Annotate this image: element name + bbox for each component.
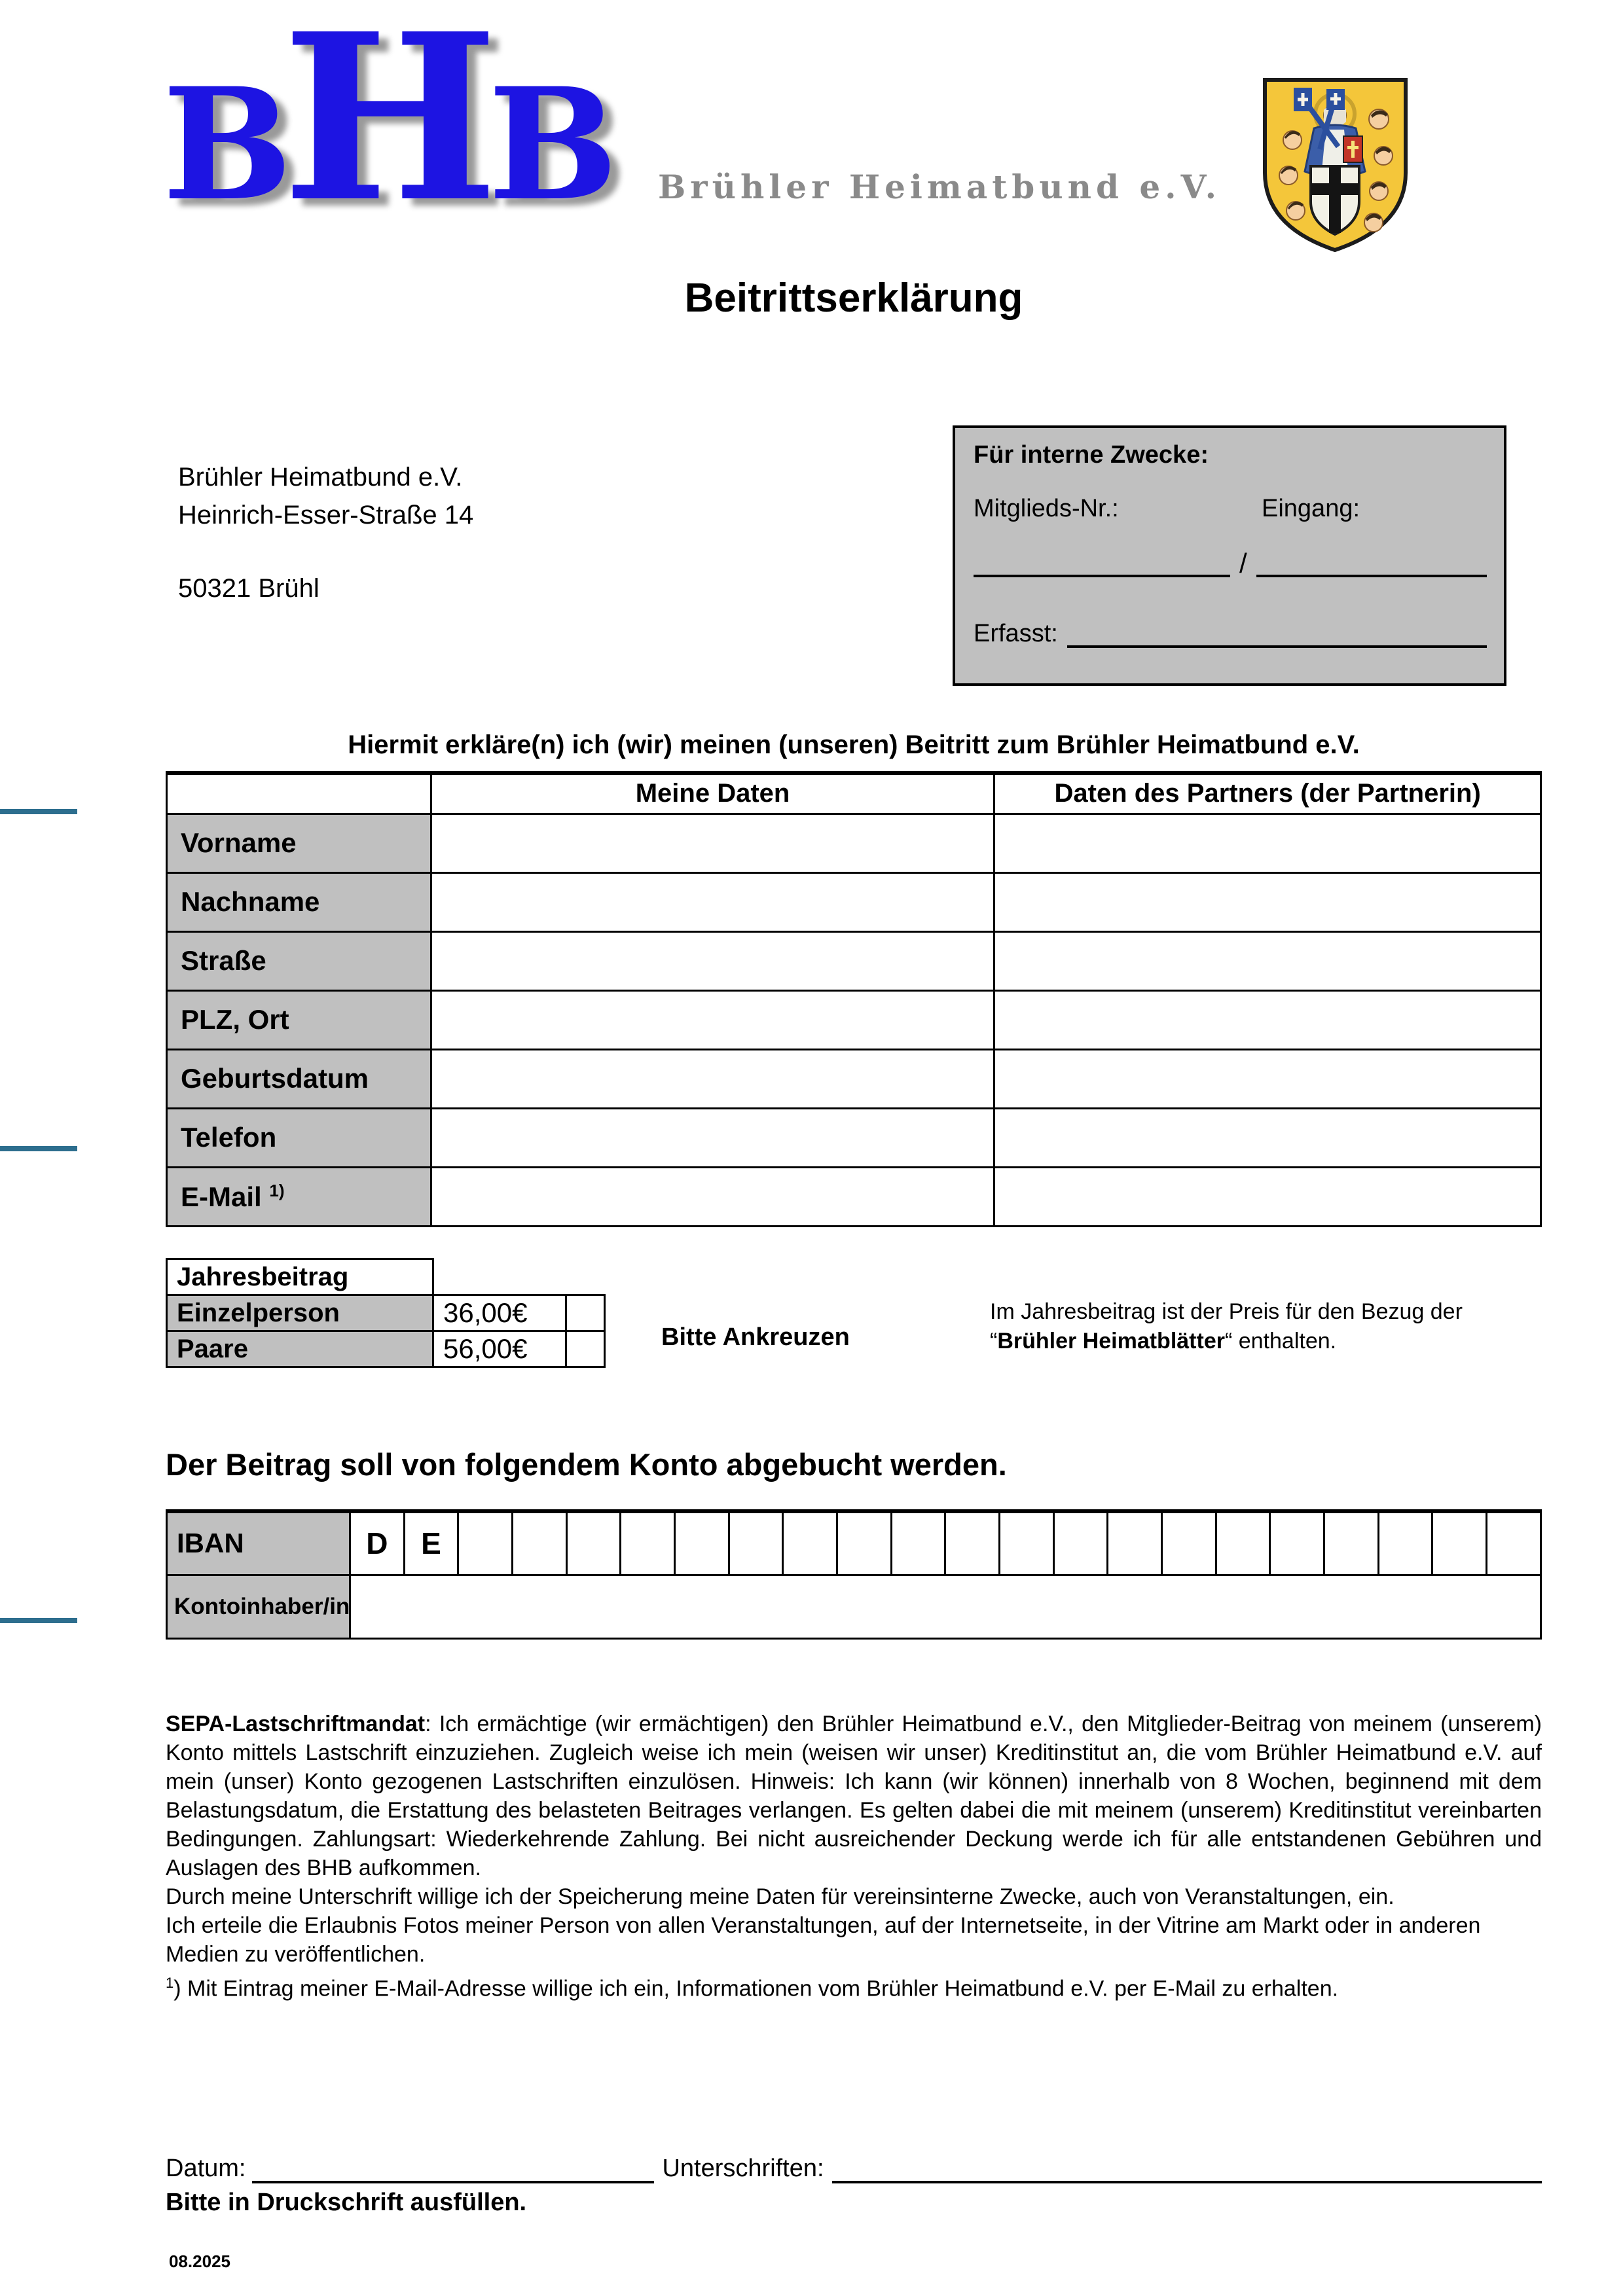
iban-char-cell[interactable] xyxy=(837,1511,892,1575)
page-title: Beitrittserklärung xyxy=(684,276,1023,321)
email-footnote-text: $^1$) Mit Eintrag meiner E-Mail-Adresse willige ich ein, Informationen vom Brühler Heimatbund e.V. per E-Mail zu erhalten. xyxy=(166,1975,1339,2001)
table-row xyxy=(167,814,1541,872)
iban-char-cell[interactable] xyxy=(458,1511,513,1575)
iban-char-cell[interactable] xyxy=(1324,1511,1379,1575)
column-header-partner: Daten des Partners (der Partnerin) xyxy=(994,773,1541,814)
recorded-blank[interactable] xyxy=(1067,617,1487,648)
entry-label: Eingang: xyxy=(1262,495,1360,522)
fee-amount-einzelperson: 36,00€ xyxy=(432,1294,567,1332)
iban-char-cell[interactable] xyxy=(945,1511,1000,1575)
table-row xyxy=(167,931,1541,990)
iban-char-cell[interactable] xyxy=(1108,1511,1162,1575)
signatures-label: Unterschriften: xyxy=(662,2155,824,2183)
iban-char-cell[interactable]: E xyxy=(404,1511,458,1575)
strasse-input-mine[interactable] xyxy=(431,931,994,990)
plz-ort-input-mine[interactable] xyxy=(431,990,994,1049)
signatures-blank[interactable] xyxy=(832,2155,1542,2183)
bhb-logo xyxy=(162,0,608,253)
email-input-partner[interactable] xyxy=(994,1167,1541,1226)
vorname-input-mine[interactable] xyxy=(431,814,994,872)
iban-char-cell[interactable] xyxy=(1432,1511,1487,1575)
fee-table-header: Jahresbeitrag xyxy=(166,1258,434,1296)
iban-char-cell[interactable] xyxy=(1216,1511,1270,1575)
fold-mark xyxy=(0,809,77,814)
account-holder-input-cell[interactable] xyxy=(350,1575,1541,1638)
member-no-blank[interactable] xyxy=(974,543,1230,577)
iban-table xyxy=(166,1509,1542,1640)
table-row xyxy=(167,1108,1541,1167)
sender-line: Heinrich-Esser-Straße 14 xyxy=(178,501,474,529)
fee-label-paare: Paare xyxy=(166,1330,434,1368)
member-no-label: Mitglieds-Nr.: xyxy=(974,495,1119,522)
iban-char-cell[interactable] xyxy=(621,1511,675,1575)
fee-label-einzelperson: Einzelperson xyxy=(166,1294,434,1332)
date-label: Datum: xyxy=(166,2155,246,2183)
row-label-plz-ort: PLZ, Ort xyxy=(167,990,431,1049)
internal-box-title: Für interne Zwecke: xyxy=(974,441,1209,469)
iban-char-cell[interactable] xyxy=(566,1511,621,1575)
sepa-mandate-text xyxy=(166,1710,1542,2003)
row-label-telefon: Telefon xyxy=(167,1108,431,1167)
vorname-input-partner[interactable] xyxy=(994,814,1541,872)
table-row xyxy=(167,872,1541,931)
entry-blank[interactable] xyxy=(1256,543,1487,577)
table-row xyxy=(167,990,1541,1049)
logo-letter: B xyxy=(488,54,608,235)
sepa-paragraph: SEPA-Lastschriftmandat: Ich ermächtige (wir ermächtigen) den Brühler Heimatbund e.V., den Mitglieder-Beitrag von meinem (unserem) Konto mittels Lastschrift einzuziehen. Zugleich weise ich mein (weisen wir unser) Kreditinstitut an, die vom Brühler Heimatbund e.V. auf mein (unser) Konto gezogenen Lastschriften einzulösen. Hinweis: Ich kann (wir können) innerhalb von 8 Wochen, beginnend mit dem Belastungsdatum, die Erstattung des belasteten Beitrages verlangen. Es gelten dabei die mit meinem (unserem) Kreditinstitut vereinbarten Bedingungen. Zahlungsart: Wiederkehrende Zahlung. Bei nicht ausreichender Deckung werde ich für alle entstandenen Gebühren und Auslagen des BHB aufkommen. xyxy=(166,1712,1542,1880)
iban-char-cell[interactable] xyxy=(513,1511,567,1575)
row-label-email: E-Mail $^{1)}$ xyxy=(167,1167,431,1226)
account-holder-label: Kontoinhaber/in xyxy=(167,1575,350,1638)
logo-subtitle: Brühler Heimatbund e.V. xyxy=(658,168,1222,206)
iban-char-cell[interactable] xyxy=(1270,1511,1324,1575)
logo-letter: B xyxy=(162,54,282,235)
row-label-geburtsdatum: Geburtsdatum xyxy=(167,1049,431,1108)
iban-char-cell[interactable] xyxy=(1000,1511,1054,1575)
consent-photos-text: Ich erteile die Erlaubnis Fotos meiner Person von allen Veranstaltungen, auf der Internetseite, in der Vitrine am Markt oder in anderen Medien zu veröffentlichen. xyxy=(166,1913,1481,1967)
row-label-strasse: Straße xyxy=(167,931,431,990)
iban-char-cell[interactable] xyxy=(675,1511,729,1575)
debit-heading: Der Beitrag soll von folgendem Konto abgebucht werden. xyxy=(166,1447,1007,1482)
iban-row xyxy=(167,1511,1541,1575)
logo-letter: H xyxy=(282,0,488,253)
sender-line: 50321 Brühl xyxy=(178,574,319,603)
plz-ort-input-partner[interactable] xyxy=(994,990,1541,1049)
table-row xyxy=(167,1167,1541,1226)
column-header-mine: Meine Daten xyxy=(431,773,994,814)
row-label-vorname: Vorname xyxy=(167,814,431,872)
iban-char-cell[interactable] xyxy=(1487,1511,1541,1575)
fee-checkbox-einzelperson[interactable] xyxy=(565,1294,606,1332)
iban-char-cell[interactable] xyxy=(891,1511,945,1575)
iban-char-cell[interactable] xyxy=(1162,1511,1216,1575)
account-holder-row xyxy=(167,1575,1541,1638)
nachname-input-mine[interactable] xyxy=(431,872,994,931)
declaration-heading: Hiermit erkläre(n) ich (wir) meinen (unseren) Beitritt zum Brühler Heimatbund e.V. xyxy=(348,730,1360,759)
email-footnote-marker: 1) xyxy=(269,1180,285,1200)
form-version: 08.2025 xyxy=(169,2251,230,2271)
table-row xyxy=(167,1049,1541,1108)
corner-cell xyxy=(167,773,431,814)
check-hint: Bitte Ankreuzen xyxy=(661,1323,850,1351)
geburtsdatum-input-partner[interactable] xyxy=(994,1049,1541,1108)
sender-line: Brühler Heimatbund e.V. xyxy=(178,463,463,492)
iban-char-cell[interactable] xyxy=(1053,1511,1108,1575)
member-data-table xyxy=(166,771,1542,1227)
strasse-input-partner[interactable] xyxy=(994,931,1541,990)
fee-note-bold: Brühler Heimatblätter xyxy=(997,1329,1225,1354)
iban-char-cell[interactable]: D xyxy=(350,1511,405,1575)
fee-checkbox-paare[interactable] xyxy=(565,1330,606,1368)
bruehl-coat-of-arms-icon xyxy=(1258,73,1412,261)
iban-char-cell[interactable] xyxy=(1378,1511,1432,1575)
iban-label: IBAN xyxy=(167,1511,350,1575)
nachname-input-partner[interactable] xyxy=(994,872,1541,931)
iban-char-cell[interactable] xyxy=(729,1511,783,1575)
recorded-label: Erfasst: xyxy=(974,620,1058,647)
internal-use-box xyxy=(953,425,1506,686)
sender-address xyxy=(178,458,473,607)
telefon-input-partner[interactable] xyxy=(994,1108,1541,1167)
print-note: Bitte in Druckschrift ausfüllen. xyxy=(166,2189,527,2216)
iban-char-cell[interactable] xyxy=(783,1511,837,1575)
signature-row xyxy=(166,2155,1542,2183)
fold-mark xyxy=(0,1146,77,1151)
geburtsdatum-input-mine[interactable] xyxy=(431,1049,994,1108)
fold-mark xyxy=(0,1618,77,1623)
row-label-nachname: Nachname xyxy=(167,872,431,931)
consent-storage-text: Durch meine Unterschrift willige ich der Speicherung meine Daten für vereinsinterne Zwecke, auch von Veranstaltungen, ein. xyxy=(166,1884,1395,1909)
date-blank[interactable] xyxy=(252,2155,654,2183)
sepa-lead-bold: SEPA-Lastschriftmandat xyxy=(166,1712,426,1736)
email-input-mine[interactable] xyxy=(431,1167,994,1226)
annual-fee-table xyxy=(166,1258,611,1371)
fee-note: Im Jahresbeitrag ist der Preis für den Bezug der “Brühler Heimatblätter“ enthalten. xyxy=(990,1299,1463,1354)
fee-amount-paare: 56,00€ xyxy=(432,1330,567,1368)
telefon-input-mine[interactable] xyxy=(431,1108,994,1167)
separator-slash: / xyxy=(1239,548,1247,579)
